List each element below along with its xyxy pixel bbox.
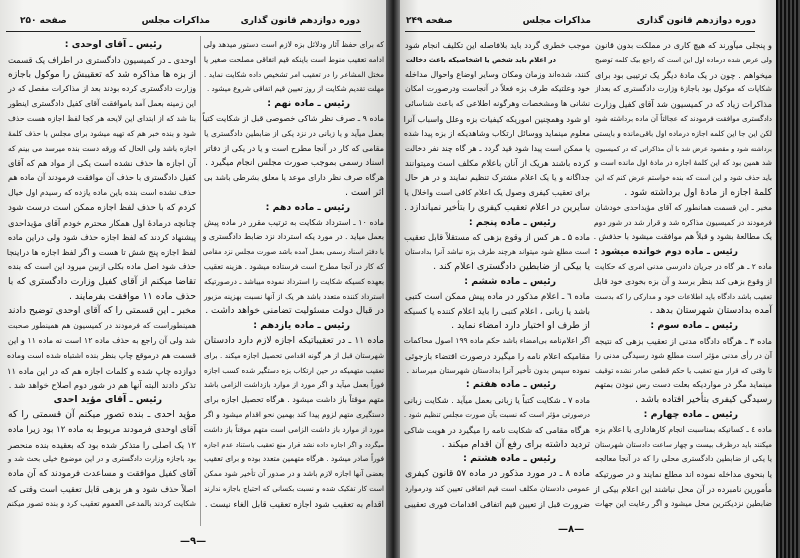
- text-line: اثر است .: [345, 186, 384, 198]
- text-line: لکن این جا این کلمه اجازه درماده اول باقی‌مانده و بایستی: [593, 128, 772, 138]
- text-line: میخواهم . چون در یک مادهٔ دیگر یک ترتیبی بود برای: [595, 69, 772, 80]
- text-line: و پنجلی میآورند که هیچ کاری در مملکت بدون قانون: [595, 40, 772, 50]
- text-line: ماده ۱۱ ـ در تعقیباتیکه اجازه لازم دارد دادستان: [204, 334, 385, 346]
- text-line: باشد یا زبانی ، اعلام کتبی را باید اعلام کننده یا کسیکه: [403, 306, 590, 317]
- text-line: تردید داشته برای رفع آن اقدام میکند .: [441, 438, 590, 450]
- text-column-right: [204, 38, 384, 512]
- text-column-right: [595, 38, 772, 512]
- text-line: است کار تفکیک شده و نسبت بکسانی که احتیاج باجازه ندارند: [204, 484, 384, 493]
- text-line: متهم موقتاً باز داشت میشود . هرگاه تحصیل اجازه برای: [204, 395, 384, 405]
- section-heading-line: رئیس ـ آقای مؤید احدی: [53, 394, 162, 406]
- text-line: بعمل میاید . در مورد یکه استرداد نزد ضابط دادگستری و: [202, 232, 384, 242]
- section-heading-line: رئیس ـ ماده یازدهم :: [253, 320, 350, 332]
- text-line: ماده ۲ ـ هر گاه در جریان دادرسی مدنی امری که حکایت: [594, 261, 772, 271]
- text-line: لفظ اجازه پنج شش تا هست و اگر لفظ اجازه ها دراینجا: [6, 247, 196, 258]
- text-line: شد همین بود که این کلمهٔ اجازه در مادهٔ اول مانده است و: [594, 158, 772, 168]
- text-column-left: [405, 38, 590, 512]
- header-rule: [405, 31, 755, 32]
- text-line: درصورتی مؤثر است که نسبت بآن صورت مجلس تنظیم شود .: [403, 409, 590, 419]
- text-line: تذکر دادند البته آنها هم در شور دوم اصلاح خواهد شد .: [8, 380, 196, 391]
- section-heading-line: رئیس ـ ماده چهارم :: [643, 408, 738, 420]
- text-line: قسمت هم درموقع چاپ بنظر بنده اشتباه شده است وماده: [6, 350, 196, 360]
- text-line: او شود وهمچنین اموریکه کیفیات بزه وعلل واسباب آنرا: [403, 113, 590, 124]
- section-heading-line: رئیس ـ آقای اوحدی :: [64, 39, 162, 50]
- text-line: ماده ٤ ـ کسانیکه بمناسبت انجام کارهاداری یا اعلام بزه: [595, 424, 772, 434]
- text-line: همینطوراست که فرمودند در کمیسیون هم همینطور صحبت: [8, 321, 196, 331]
- text-line: مهلت تقدیم شکایت از روز تعیین قیم اتفاقی شروع میشود .: [206, 84, 384, 94]
- right-page: [400, 0, 776, 558]
- text-line: مقامیکه اعلام نامه را میگیرد درصورت اقتضاء بازجوئی: [405, 350, 590, 361]
- text-line: فوراً بعمل میآید و اگر مورد از موارد بازداشت الزامی باشد: [204, 380, 384, 390]
- text-line: حذف ماده ۱۱ موافقت بفرمایند .: [68, 290, 196, 302]
- text-line: تعقیب باشد دادگاه باید اطلاعات خود و مدارکی را که بدست: [594, 291, 772, 301]
- text-line: ماده ۵ ـ هر کس از وقوع بزهی که مستقلاً قابل تعقیب: [404, 232, 590, 243]
- text-line: ۱۲ یک اصلی را متذکر شده بود که بعقیده بنده منحصر: [8, 439, 196, 450]
- text-line: بنا شد که از ابتدای این لایحه هر کجا لفظ اجازه هست حذف: [8, 113, 196, 123]
- text-line: بود باجازه وزارت دادگستری و در این موضوع خیلی بحث شد و: [8, 454, 196, 464]
- text-line: ماده ۳ ـ هرگاه دادگاه مدنی از تعقیب بزهی که نتیجه: [595, 335, 772, 346]
- text-line: اصلاً حذف شود و هر بزهی قابل تعقیب است وقتی که: [8, 483, 196, 494]
- text-line: ضرورت قبل از تعیین قیم اتفاقی اقدامات فوری تعقیبی: [404, 498, 590, 509]
- text-line: بعمل میآید و یا زبانی در نزد یکی از ضابطین دادگستری یا: [204, 128, 384, 138]
- text-line: که کار در آنجا مطرح است فرستاده میشود . هزینه تعقیب: [203, 261, 384, 271]
- text-line: است مطلع شود میتواند هرچند طرف بزه نباشد آنرا بدادستان: [405, 247, 590, 257]
- text-line: ماده ۹ ـ صرف نظر شاکی خصوصی قبل از شکایت کتباً: [202, 113, 384, 123]
- text-line: ولی عرض شده درماده اول این است که راجع بیک کلمه توضیح: [595, 55, 772, 64]
- text-line: پیشنهاد کردند که لفظ اجازه حذف شود ولی دراین ماده: [8, 232, 196, 243]
- text-line: شکایات که موکول بود باجازهٔ وزارت دادگستری که بعداز: [595, 84, 772, 94]
- page-footer-number: —۹—: [180, 536, 207, 547]
- text-line: عمومی دادستان مکلف است قیم اتفاقی تعیین کند ودرموارد: [405, 483, 590, 493]
- text-column-left: [8, 38, 196, 512]
- section-heading-line: رئیس ـ ماده سوم :: [650, 320, 738, 332]
- text-line: مخبر ـ این قسمت همانطور که آقای مؤیداحدی خودشان: [595, 202, 772, 212]
- text-line: جداگانه و یا یک اعلام مشترک تنظیم نمایند و در هر حال: [405, 173, 590, 183]
- text-line: اقدام به تعقیب شود اجازه تعقیب قابل الغاء نیست .: [204, 498, 384, 509]
- text-line: ماده ۷ ـ شکایت کتباً یا زبانی بعمل میآید . شکایت زبانی: [403, 395, 590, 406]
- text-line: وزارت دادگستری کرده بودند بعد از مذاکرات مفصل که در: [8, 84, 196, 94]
- text-line: استرداد کننده متعدد باشد هر یک از آنها نسبت بهزینه مزبور: [204, 291, 384, 301]
- header-page-number: صفحه ۲۴۹: [406, 16, 453, 26]
- running-header: [20, 16, 360, 30]
- text-line: در قبال دولت مسئولیت تضامنی خواهد داشت .: [205, 305, 384, 317]
- text-line: نشانی ها ومشخصات وهرگونه اطلاعی که باعث شناسائی: [405, 99, 590, 109]
- text-line: برداشته شود و مقصود عرض شد با آن مذاکراتی که در کمیسیون: [595, 144, 772, 153]
- text-line: ضابطین نزدیکترین محل میشود و اگر رعایت این جهات: [595, 498, 772, 508]
- section-heading-line: در اعلام باید شخص یا اشخاصیکه باعث دخالت: [405, 55, 556, 64]
- text-line: هرگاه صرف نظر دارای موعد یا معلق بشرطی باشد بی: [204, 173, 384, 183]
- text-line: مأمورین نامبرده در آن محل نباشند این اعلام بیکی از: [593, 483, 772, 494]
- text-line: نموده سپس بدون تأخیر آنرا بدادستان شهرستان میرساند .: [406, 365, 590, 375]
- section-heading-line: رئیس ـ ماده دوم خوانده میشود :: [594, 247, 738, 258]
- text-line: اسناد رسمی بموجب صورت مجلس انجام میگیرد .: [205, 158, 384, 169]
- text-line: تا وقتی که قرار منع تعقیب یا حکم قطعی صادر نشده توقیف: [595, 366, 772, 375]
- text-line: برای تعقیب کیفری وصول یک اعلام کافی است واخلال یا: [404, 187, 590, 197]
- text-line: از وقوع بزهی کند بنظر برسد و آن بزه بخودی خود قابل: [593, 276, 772, 286]
- running-header: [406, 16, 756, 30]
- text-line: یک مطالعهٔ بشود و قبلاً هم موافقت میشود با حذفش .: [593, 232, 772, 242]
- text-line: از بزه ها مذاکره شد که تعقیبش را موکول باجازه: [8, 68, 196, 80]
- text-line: کرده باشند هریک از آنان باعلام مکلف است ومیتوانند: [405, 158, 590, 169]
- section-heading-line: رئیس ـ ماده پنجم :: [468, 216, 556, 228]
- text-line: کنند، شده‌اند وزمان ومکان وسایر اوضاع واحوال مداخله: [405, 69, 590, 79]
- header-period: دوره دوازدهم قانون گذاری: [636, 16, 756, 26]
- text-line: کردم که با حذف لفظ اجازه ممکن است درست شود: [8, 202, 196, 213]
- text-line: میگردد و اگر اجازه داده نشد قرار منع تعقیب باستناد عدم اجازه: [204, 440, 384, 449]
- text-line: آمده بدادستان شهرستان بدهد .: [649, 305, 772, 317]
- text-line: حذف نشده است بنده باین ماده یازده که رسیدم اول خیال: [8, 187, 196, 197]
- left-page: [0, 0, 388, 558]
- text-line: موجب خطری گردد باید بلافاصله این تکلیف انجام شود: [405, 40, 590, 50]
- text-line: مذاکرات زیاد که در کمیسیون شد آقای کفیل وزارت: [593, 99, 772, 110]
- text-line: باید حذف شود و این است که بنده خواستم عرض کنم که این: [595, 174, 772, 183]
- text-line: اوحدی ـ در کمیسیون دادگستری در اطراف یک قسمت: [8, 54, 196, 65]
- text-line: یا ممکن است پیدا شود قید گردد ـ هر گاه چند نفر دخالت: [405, 143, 590, 153]
- text-line: ماده ۱۰ ـ استرداد شکایت به ترتیب مقرر در ماده پیش: [204, 217, 384, 227]
- book-page-edges: [776, 0, 800, 558]
- header-rule: [6, 31, 361, 32]
- text-line: هرگاه مقامی که شکایت نامه را میگیرد در هویت شاکی: [404, 424, 590, 435]
- header-title: مذاکرات مجلس: [522, 16, 591, 26]
- text-line: دستگیری متهم لزوم پیدا کند بهمین نحو اقدام میشود و اگر: [204, 409, 384, 419]
- section-heading-line: رئیس ـ ماده هشتم :: [463, 453, 556, 465]
- text-line: چنانچه درمادهٔ اول همکار محترم خودم آقای مؤیداحدی: [8, 217, 196, 228]
- text-line: که برای حفظ آثار ودلائل بزه لازم است دستور میدهد ولی: [203, 40, 384, 49]
- text-line: اجازه باشد ولی الحال که ورقه دست بنده میرسد می بینم که: [8, 143, 196, 153]
- text-line: خود وعلتیکه طرف بزه فعلاً در آنجاست ودرصورت امکان: [405, 84, 590, 94]
- text-line: سایرین در اعلام تعقیب کیفری را بتأخیر نمیاندازد .: [404, 202, 590, 213]
- text-line: شود و بنده خبر هم که تهیه میشود برای مجلس با حذف کلمهٔ: [8, 128, 196, 138]
- text-line: مخبر ـ این قسمتی را که آقای اوحدی توضیح دادند: [8, 305, 196, 317]
- text-line: مینماید مگر در مواردیکه بعلت دست رس نبودن بمتهم: [594, 380, 772, 390]
- text-line: یا بنحوی مداخله نموده اند مطلع نمایند و در صورتیکه: [594, 469, 772, 480]
- text-line: مقامی که کار در آنجا مطرح است و یا در یکی از دفاتر: [204, 143, 384, 153]
- header-title: مذاکرات مجلس: [141, 16, 210, 26]
- text-line: تعقیب متهمیکه در حین ارتکاب بزه دستگیر شده کسب اجازه: [204, 365, 384, 375]
- text-line: مؤید احدی ـ بنده تصور میکنم آن قسمتی را که: [8, 408, 196, 420]
- text-line: معلوم مینماید ووسائل ارتکاب وشاهدیکه از بزه پیدا شده: [403, 128, 590, 138]
- text-line: شهرستان قبل از هر گونه اقدامی تحصیل اجازه میکند . برای: [204, 350, 384, 360]
- text-line: یا یکی از ضابطین دادگستری محلی را که در آنجا معالجه: [595, 454, 772, 464]
- text-line: تقاضا میکنم از آقای کفیل وزارت دادگستری که با: [8, 275, 196, 287]
- text-line: ماده ٦ ـ اعلام مذکور در ماده پیش ممکن است کتبی: [405, 291, 590, 302]
- section-heading-line: رئیس ـ ماده هفتم :: [465, 379, 556, 391]
- text-line: رسیدگی کیفری بتأخیر افتاده باشد .: [634, 394, 772, 406]
- text-line: مختل المشاعر را در تعقیب امر تشخیص داده شکایت نماید .: [204, 69, 384, 79]
- text-line: میکنند باید درظرف بیست و چهار ساعت دادستان شهرستان: [594, 439, 772, 449]
- text-line: حذف شود اصل ماده بکلی ازبین میرود این است که بنده: [8, 261, 196, 271]
- text-line: کفیل دادگستری با حذف آن موافقت فرمودند آن ماده هم: [8, 173, 196, 183]
- text-line: بعهده کسیکه شکایت را استرداد نموده میباشد ـ درصورتیکه: [204, 276, 384, 286]
- text-line: دادگستری موافقت فرمودند که عجالتاً آن ماده برداشته شود: [594, 113, 772, 123]
- text-line: آقای اوحدی فرمودند مربوط به ماده ۱۲ بود زیرا ماده: [8, 424, 196, 435]
- section-heading-line: رئیس ـ ماده دهم :: [265, 201, 350, 213]
- section-heading-line: رئیس ـ ماده ششم :: [464, 275, 556, 287]
- text-line: دوازده چاپ شده و کلمات اجازه هم که در این ماده ۱۱: [7, 365, 196, 376]
- page-footer-number: —۸—: [558, 524, 585, 535]
- text-line: فوراً صادر میشود . هرگاه متهمین متعدد بوده و برای تعقیب: [204, 454, 384, 464]
- text-line: بعضی آنها اجازه لازم باشد و در صدور آن تأخیر شود ممکن: [204, 469, 384, 479]
- text-line: آقای کفیل موافقت و مساعدت فرمودند که آن ماده: [8, 469, 196, 480]
- text-line: مورد از موارد باز داشت الزامی است متهم موقتاً باز داشت: [203, 424, 384, 434]
- text-line: آن در رأی مدنی مؤثر است مطلع شود رسیدگی مدنی را: [595, 350, 772, 360]
- text-line: یا بیکی از ضابطین دادگستری اعلام کند .: [433, 260, 590, 272]
- text-line: شکایت کردند بالمدعی العموم تعقیب کرد و بنده تصور میکنم: [6, 498, 196, 508]
- text-line: آن اجازه ها حذف نشده است یکی از مواد هم که آقای: [8, 158, 196, 169]
- text-line: فرمودند در کمیسیون مذاکره شد و قرار شد در شور دوم: [593, 217, 772, 227]
- text-line: ادامه تعقیب منوط است باینکه قیم اتفاقی مصلحت صغیر یا: [203, 54, 384, 64]
- text-line: یا دفتر اسناد رسمی بعمل آمده باشد صورت مجلس نزد مقامی: [202, 248, 384, 257]
- header-period: دوره دوازدهم قانون گذاری: [240, 16, 360, 26]
- column-divider: [200, 36, 201, 526]
- header-page-number: صفحه ۲۵۰: [20, 16, 67, 26]
- text-line: اگر اعلام‌نامه بی‌امضاء باشد حکم ماده ۱۹۹ اصول محاکمات: [403, 335, 590, 345]
- text-line: کلمهٔ اجازه از مادهٔ اول برداشته شود .: [624, 186, 772, 198]
- text-line: شد ولی آن راجع به حذف ماده ۱۲ است نه ماده ۱۱ و این: [7, 335, 196, 345]
- text-line: این زمینه بعمل آمد باموافقت آقای کفیل دادگستری اینطور: [8, 99, 196, 109]
- section-heading-line: رئیس ـ ماده نهم :: [267, 98, 350, 110]
- text-line: از طرف او اختیار دارد امضاء نماید .: [451, 320, 590, 332]
- text-line: ماده ۸ ـ در مورد مذکور در ماده ۵۷ قانون کیفری: [405, 468, 590, 480]
